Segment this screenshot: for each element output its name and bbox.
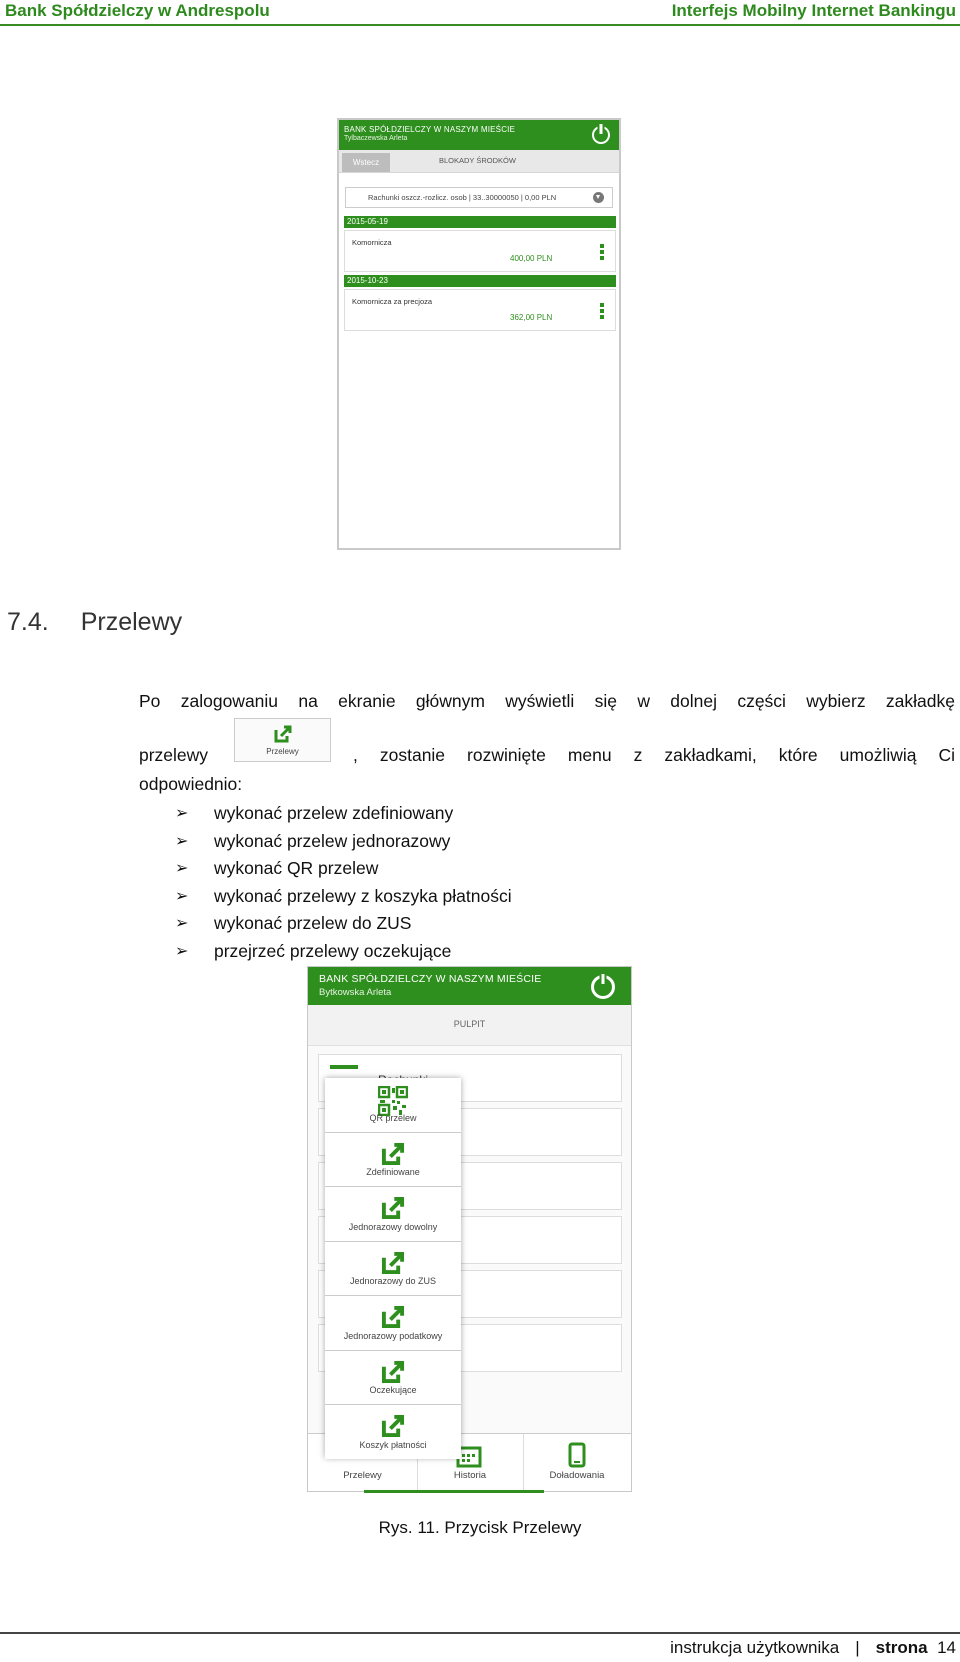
nav-doladowania[interactable]	[523, 1434, 631, 1491]
pulpit-title: PULPIT	[308, 1005, 631, 1046]
chevron-down-icon	[593, 192, 604, 203]
przelewy-popup-menu	[325, 1078, 461, 1458]
app-user-name: Bytkowska Arleta	[319, 987, 392, 998]
transfer-icon	[273, 724, 293, 744]
list-item	[344, 289, 616, 331]
item-amount: 400,00 PLN	[510, 254, 553, 263]
page-header	[0, 0, 960, 26]
paragraph-line: Po zalogowaniu na ekranie głównym wyświetli się w dolnej części wybierz zakładkę	[139, 691, 955, 711]
app-tabbar	[339, 150, 619, 173]
header-doc-title: Interfejs Mobilny Internet Bankingu	[671, 1, 956, 20]
list-item: ➢ wykonać przelew zdefiniowany	[175, 800, 512, 828]
list-item: ➢ wykonać przelew do ZUS	[175, 910, 512, 938]
footer-separator: |	[855, 1638, 860, 1657]
paragraph-line: , zostanie rozwinięte menu z zakładkami, które umożliwią Ci	[353, 745, 955, 765]
power-icon[interactable]	[591, 975, 615, 999]
przelewy-menu-screenshot	[307, 966, 632, 1492]
footer-label: instrukcja użytkownika	[670, 1638, 840, 1657]
page-footer	[0, 1632, 960, 1662]
transfer-icon	[380, 1359, 406, 1385]
transfer-icon	[380, 1195, 406, 1221]
transfer-icon	[380, 1413, 406, 1439]
menu-item-qr-przelew[interactable]	[325, 1078, 461, 1133]
account-select-value: Rachunki oszcz.-rozlicz. osob | 33..30000050 | 0,00 PLN	[368, 193, 557, 202]
app-bank-name: BANK SPÓŁDZIELCZY W NASZYM MIEŚCIE	[319, 973, 542, 985]
app-bank-name: BANK SPÓŁDZIELCZY W NASZYM MIEŚCIE	[344, 125, 516, 134]
footer-page-word: strona	[875, 1638, 928, 1657]
power-icon[interactable]	[592, 126, 610, 144]
date-header: 2015-10-23	[344, 275, 616, 287]
app-user-name: Tylbaczewska Arleta	[344, 135, 408, 142]
przelewy-button-label: Przelewy	[266, 747, 299, 756]
nav-label: Doładowania	[549, 1470, 605, 1481]
date-header: 2015-05-19	[344, 216, 616, 228]
app-topbar	[339, 120, 619, 150]
phone-icon	[568, 1442, 586, 1468]
qr-code-icon	[378, 1086, 408, 1116]
menu-item-label: Oczekujące	[369, 1385, 417, 1395]
transfer-icon	[380, 1250, 406, 1276]
account-select[interactable]	[345, 187, 613, 208]
menu-item-label: Jednorazowy podatkowy	[343, 1330, 443, 1341]
menu-item-zdefiniowane[interactable]	[325, 1133, 461, 1188]
section-heading	[7, 608, 182, 637]
menu-item-koszyk-platnosci[interactable]	[325, 1405, 461, 1459]
bullet-list	[175, 800, 512, 966]
transfer-icon	[380, 1304, 406, 1330]
figure-caption: Rys. 11. Przycisk Przelewy	[378, 1518, 582, 1537]
item-name: Komornicza za precjoza	[352, 297, 433, 306]
blokady-screenshot	[337, 118, 621, 550]
list-item	[344, 230, 616, 272]
list-item: ➢ wykonać przelew jednorazowy	[175, 828, 512, 856]
active-indicator	[364, 1490, 544, 1493]
menu-item-jednorazowy-dowolny[interactable]	[325, 1187, 461, 1242]
section-number: 7.4.	[7, 608, 49, 636]
transfer-icon	[380, 1141, 406, 1167]
menu-item-oczekujace[interactable]	[325, 1351, 461, 1406]
list-item: ➢ wykonać przelewy z koszyka płatności	[175, 883, 512, 911]
menu-icon	[330, 1065, 358, 1073]
menu-item-label: Zdefiniowane	[366, 1167, 420, 1177]
back-button[interactable]: Wstecz	[342, 153, 390, 172]
section-title: Przelewy	[80, 608, 183, 636]
menu-item-label: Jednorazowy do ZUS	[349, 1276, 437, 1286]
nav-label: Historia	[453, 1470, 487, 1481]
header-bank-name: Bank Spółdzielczy w Andrespolu	[5, 1, 270, 20]
menu-item-jednorazowy-podatkowy[interactable]	[325, 1296, 461, 1351]
more-icon[interactable]	[600, 244, 604, 262]
menu-item-label: QR przelew	[369, 1112, 417, 1123]
paragraph-line: odpowiednio:	[139, 774, 243, 794]
item-name: Komornicza	[352, 238, 392, 247]
menu-item-jednorazowy-do-zus[interactable]	[325, 1242, 461, 1297]
przelewy-button-image	[234, 718, 331, 762]
list-item: ➢ wykonać QR przelew	[175, 855, 512, 883]
list-item: ➢ przejrzeć przelewy oczekujące	[175, 938, 512, 966]
paragraph-line: przelewy	[139, 745, 209, 765]
nav-label: Przelewy	[343, 1470, 382, 1481]
tab-blokady: BLOKADY ŚRODKÓW	[439, 156, 516, 165]
app-topbar	[308, 967, 631, 1005]
page-number: 14	[937, 1638, 956, 1657]
menu-item-label: Jednorazowy dowolny	[348, 1221, 438, 1232]
more-icon[interactable]	[600, 303, 604, 321]
item-amount: 362,00 PLN	[510, 313, 553, 322]
menu-item-label: Koszyk płatności	[359, 1439, 427, 1450]
